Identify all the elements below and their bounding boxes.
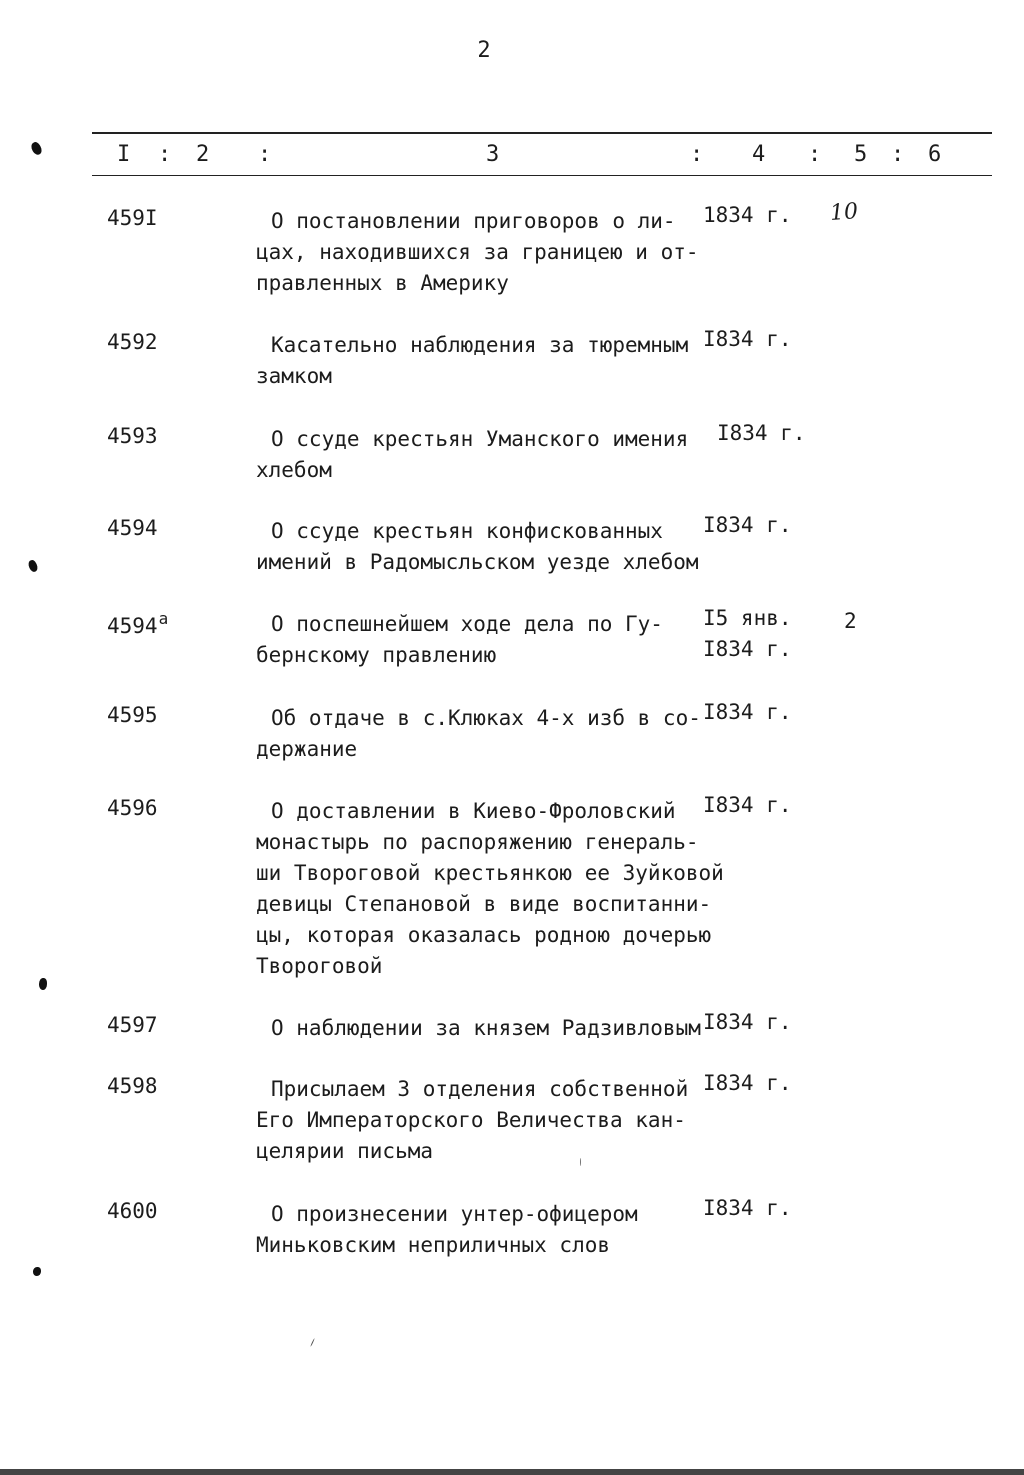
entry-date-line: I834 г. (717, 421, 806, 445)
entry-date-line: I834 г. (703, 700, 792, 724)
entry-number (107, 1074, 158, 1098)
entry-title-line: имений в Радомысльском уезде хлебом (256, 550, 699, 574)
entry-number (107, 330, 158, 354)
entry-date-line: I834 г. (703, 327, 792, 351)
header-col-4: 4 (752, 142, 766, 167)
ink-mark (310, 1338, 315, 1347)
entry-number (107, 1199, 158, 1223)
entry-number-text: 4592 (107, 330, 158, 354)
entry-number (107, 609, 168, 638)
entry-number-text: 4593 (107, 424, 158, 448)
entry-title (256, 519, 726, 584)
ink-blot (29, 141, 43, 157)
entry-title (256, 333, 726, 398)
entry-number-text: 4597 (107, 1013, 158, 1037)
entry-title-line: Об отдаче в с.Клюках 4-х изб в со- (271, 706, 701, 730)
entry-number-letter: а (158, 609, 169, 628)
entry-date (703, 1010, 792, 1044)
header-separator: : (891, 142, 905, 167)
entry-title (256, 1202, 726, 1267)
header-col-3: 3 (486, 142, 500, 167)
entry-date-line: I834 г. (703, 793, 792, 817)
entry-number-text: 4594 (107, 516, 158, 540)
entry-number-text: 4595 (107, 703, 158, 727)
entry-date (703, 793, 792, 827)
entry-sheet-count: 2 (844, 609, 857, 633)
entry-number-text: 4594 (107, 614, 158, 638)
entry-number-text: 459I (107, 206, 158, 230)
entry-title-line: Твороговой (256, 954, 383, 978)
entry-title-line: держание (256, 737, 358, 761)
entry-number (107, 703, 158, 727)
entry-title-line: монастырь по распоряжению генераль- (256, 830, 699, 854)
entry-date (703, 327, 792, 361)
entry-date-line: I834 г. (703, 637, 792, 661)
entry-number (107, 796, 158, 820)
entry-title-line: хлебом (256, 458, 332, 482)
header-separator: : (158, 142, 172, 167)
scan-edge (0, 1469, 1024, 1475)
entry-title-line: О доставлении в Киево-Фроловский (271, 799, 676, 823)
entry-date (717, 421, 806, 455)
entry-title (256, 209, 726, 305)
entry-title-line: Его Императорского Величества кан- (256, 1108, 686, 1132)
entry-title-line: цы, которая оказалась родною дочерью (256, 923, 712, 947)
entry-title-line: цах, находившихся за границею и от- (256, 240, 699, 264)
entry-title (256, 799, 726, 988)
entry-title-line: целярии письма (256, 1139, 434, 1163)
entry-date-line: I834 г. (703, 1071, 792, 1095)
header-col-5: 5 (854, 142, 868, 167)
entry-number (107, 516, 158, 540)
header-bottom-rule (92, 175, 992, 176)
entry-date (703, 1071, 792, 1105)
entry-title-line: Миньковским неприличных слов (256, 1233, 611, 1257)
entry-date-line: I834 г. (703, 1196, 792, 1220)
entry-date-line: I5 янв. (703, 606, 792, 630)
entry-date (703, 203, 792, 237)
ink-blot (39, 978, 47, 990)
entry-title-line: О поспешнейшем ходе дела по Гу- (271, 612, 663, 636)
page-number: 2 (477, 38, 491, 63)
ink-blot (27, 559, 39, 573)
header-separator: : (808, 142, 822, 167)
entry-title (256, 427, 726, 492)
entry-number (107, 1013, 158, 1037)
entry-title-line: О постановлении приговоров о ли- (271, 209, 676, 233)
ink-mark (580, 1158, 581, 1166)
entry-title-line: О ссуде крестьян конфискованных (271, 519, 663, 543)
header-col-6: 6 (928, 142, 942, 167)
entry-date (703, 700, 792, 734)
header-separator: : (690, 142, 704, 167)
entry-date-line: I834 г. (703, 513, 792, 537)
entry-sheet-count: 10 (829, 199, 859, 226)
entry-date (703, 513, 792, 547)
entry-date (703, 606, 792, 671)
entry-title-line: замком (256, 364, 332, 388)
entry-number (107, 424, 158, 448)
entry-title-line: ши Твороговой крестьянкою ее Зуйковой (256, 861, 724, 885)
entry-title (256, 706, 726, 771)
header-separator: : (258, 142, 272, 167)
header-top-rule (92, 132, 992, 134)
entry-number-text: 4596 (107, 796, 158, 820)
ink-blot (33, 1267, 41, 1276)
entry-title-line: Присылаем 3 отделения собственной (271, 1077, 689, 1101)
entry-title-line: девицы Степановой в виде воспитанни- (256, 892, 712, 916)
entry-title-line: правленных в Америку (256, 271, 509, 295)
entry-date (703, 1196, 792, 1230)
entry-title (256, 1077, 726, 1173)
entry-date-line: 1834 г. (703, 203, 792, 227)
entry-title (256, 1016, 726, 1050)
entry-date-line: I834 г. (703, 1010, 792, 1034)
entry-title (256, 612, 726, 677)
entry-title-line: О ссуде крестьян Уманского имения (271, 427, 689, 451)
entry-title-line: О произнесении унтер-офицером (271, 1202, 638, 1226)
header-col-2: 2 (196, 142, 210, 167)
entry-number-text: 4600 (107, 1199, 158, 1223)
entry-title-line: Касательно наблюдения за тюремным (271, 333, 689, 357)
entry-number-text: 4598 (107, 1074, 158, 1098)
entry-number (107, 206, 158, 230)
header-col-1: I (117, 142, 131, 167)
entry-title-line: бернскому правлению (256, 643, 497, 667)
entry-title-line: О наблюдении за князем Радзивловым (271, 1016, 701, 1040)
